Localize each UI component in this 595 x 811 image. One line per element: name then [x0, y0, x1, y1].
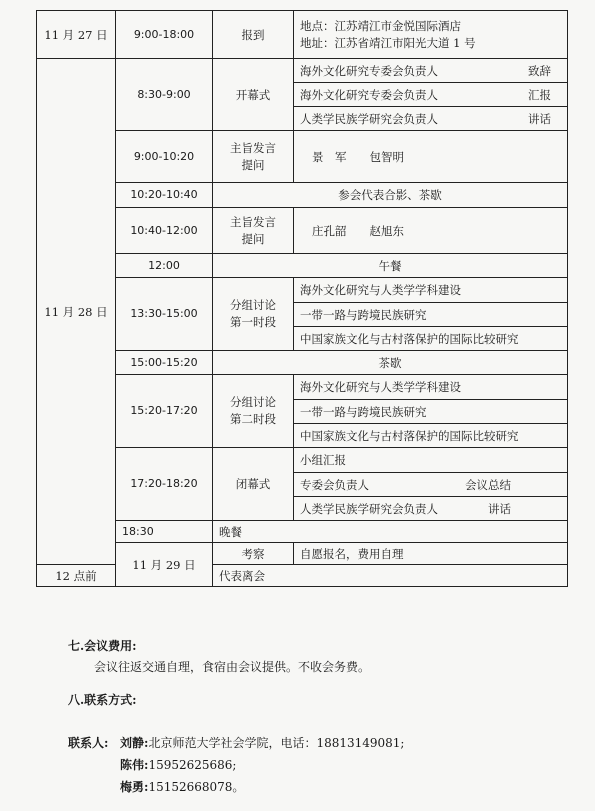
time-cell: 13:30-15:00 — [116, 278, 213, 351]
time-cell: 10:40-12:00 — [116, 208, 213, 254]
contact-name: 梅勇: — [120, 780, 149, 794]
agenda-who: 人类学民族学研究会负责人 — [300, 111, 438, 126]
event-line: 分组讨论 — [230, 395, 276, 409]
time-cell: 8:30-9:00 — [116, 59, 213, 131]
table-row — [37, 183, 568, 208]
event-cell — [213, 375, 294, 448]
date-cell: 11 月 28 日 — [37, 59, 116, 565]
agenda-action: 讲话 — [528, 111, 551, 126]
time-cell: 15:20-17:20 — [116, 375, 213, 448]
topic-cell: 中国家族文化与古村落保护的国际比较研究 — [294, 424, 568, 448]
speakers-cell: 景 军 包智明 — [294, 131, 568, 183]
time-cell: 17:20-18:20 — [116, 448, 213, 521]
contact-name: 刘静: — [120, 736, 149, 750]
topic-cell: 一带一路与跨境民族研究 — [294, 400, 568, 424]
event-cell: 开幕式 — [213, 59, 294, 131]
schedule-table — [36, 10, 568, 587]
table-row — [37, 351, 568, 375]
fees-body: 会议往返交通自理，食宿由会议提供。不收会务费。 — [94, 660, 371, 674]
event-cell — [213, 278, 294, 351]
agenda-action: 讲话 — [488, 501, 511, 516]
contact-detail: 北京师范大学社会学院，电话：18813149081; — [148, 736, 405, 750]
event-line: 第二时段 — [230, 412, 276, 426]
table-row — [37, 543, 568, 565]
table-row — [37, 208, 568, 254]
time-cell: 18:30 — [116, 521, 213, 543]
event-line: 主旨发言 — [230, 214, 276, 229]
time-cell: 12 点前 — [37, 565, 116, 587]
event-cell: 报到 — [213, 11, 294, 59]
contact-detail: 15952625686; — [148, 758, 237, 772]
fees-section — [68, 636, 370, 712]
contact-list — [68, 732, 404, 798]
topic-cell: 一带一路与跨境民族研究 — [294, 303, 568, 327]
table-row — [37, 375, 568, 400]
event-cell — [213, 208, 294, 254]
agenda-item — [294, 473, 568, 497]
time-cell: 12:00 — [116, 254, 213, 278]
agenda-item — [294, 83, 568, 107]
contact-row — [68, 732, 404, 754]
table-row — [37, 254, 568, 278]
time-cell: 15:00-15:20 — [116, 351, 213, 375]
time-cell: 9:00-18:00 — [116, 11, 213, 59]
event-line: 提问 — [241, 157, 265, 172]
contact-row — [68, 776, 404, 798]
contact-label: 联系人: — [68, 736, 109, 750]
event-line: 提问 — [241, 231, 265, 246]
event-cell: 自愿报名，费用自理 — [294, 543, 568, 565]
agenda-item: 小组汇报 — [294, 448, 568, 473]
agenda-item — [294, 59, 568, 83]
fees-title: 七.会议费用: — [68, 639, 137, 653]
contact-title: 八.联系方式: — [68, 693, 137, 707]
agenda-item — [294, 107, 568, 131]
topic-cell: 海外文化研究与人类学学科建设 — [294, 278, 568, 303]
date-cell: 11 月 27 日 — [37, 11, 116, 59]
contact-detail: 15152668078。 — [148, 780, 245, 794]
table-row — [37, 278, 568, 303]
event-line: 分组讨论 — [230, 298, 276, 312]
agenda-who: 专委会负责人 — [300, 477, 369, 492]
table-row — [37, 448, 568, 473]
agenda-who: 人类学民族学研究会负责人 — [300, 501, 438, 516]
agenda-action: 汇报 — [528, 87, 551, 102]
agenda-action: 致辞 — [528, 63, 551, 78]
table-row — [37, 59, 568, 83]
table-row — [37, 131, 568, 183]
event-cell: 参会代表合影、茶歇 — [213, 183, 568, 208]
event-cell — [213, 131, 294, 183]
event-line: 第一时段 — [230, 315, 276, 329]
event-line: 主旨发言 — [230, 140, 276, 155]
address-line: 地址：江苏省靖江市阳光大道 1 号 — [300, 35, 476, 50]
contact-row — [68, 754, 404, 776]
event-cell: 午餐 — [213, 254, 568, 278]
agenda-action: 会议总结 — [465, 477, 511, 492]
time-cell: 10:20-10:40 — [116, 183, 213, 208]
event-cell: 闭幕式 — [213, 448, 294, 521]
time-cell: 考察 — [213, 543, 294, 565]
contact-name: 陈伟: — [120, 758, 149, 772]
time-cell: 9:00-10:20 — [116, 131, 213, 183]
agenda-who: 海外文化研究专委会负责人 — [300, 87, 438, 102]
table-row — [37, 11, 568, 59]
table-row — [37, 521, 568, 543]
event-cell: 代表离会 — [213, 565, 568, 587]
topic-cell: 海外文化研究与人类学学科建设 — [294, 375, 568, 400]
topic-cell: 中国家族文化与古村落保护的国际比较研究 — [294, 327, 568, 351]
agenda-who: 海外文化研究专委会负责人 — [300, 63, 438, 78]
agenda-item — [294, 497, 568, 521]
event-cell: 晚餐 — [213, 521, 568, 543]
location-line: 地点：江苏靖江市金悦国际酒店 — [300, 18, 461, 33]
speakers-cell: 庄孔韶 赵旭东 — [294, 208, 568, 254]
date-cell: 11 月 29 日 — [116, 543, 213, 587]
location-cell — [294, 11, 568, 59]
event-cell: 茶歇 — [213, 351, 568, 375]
